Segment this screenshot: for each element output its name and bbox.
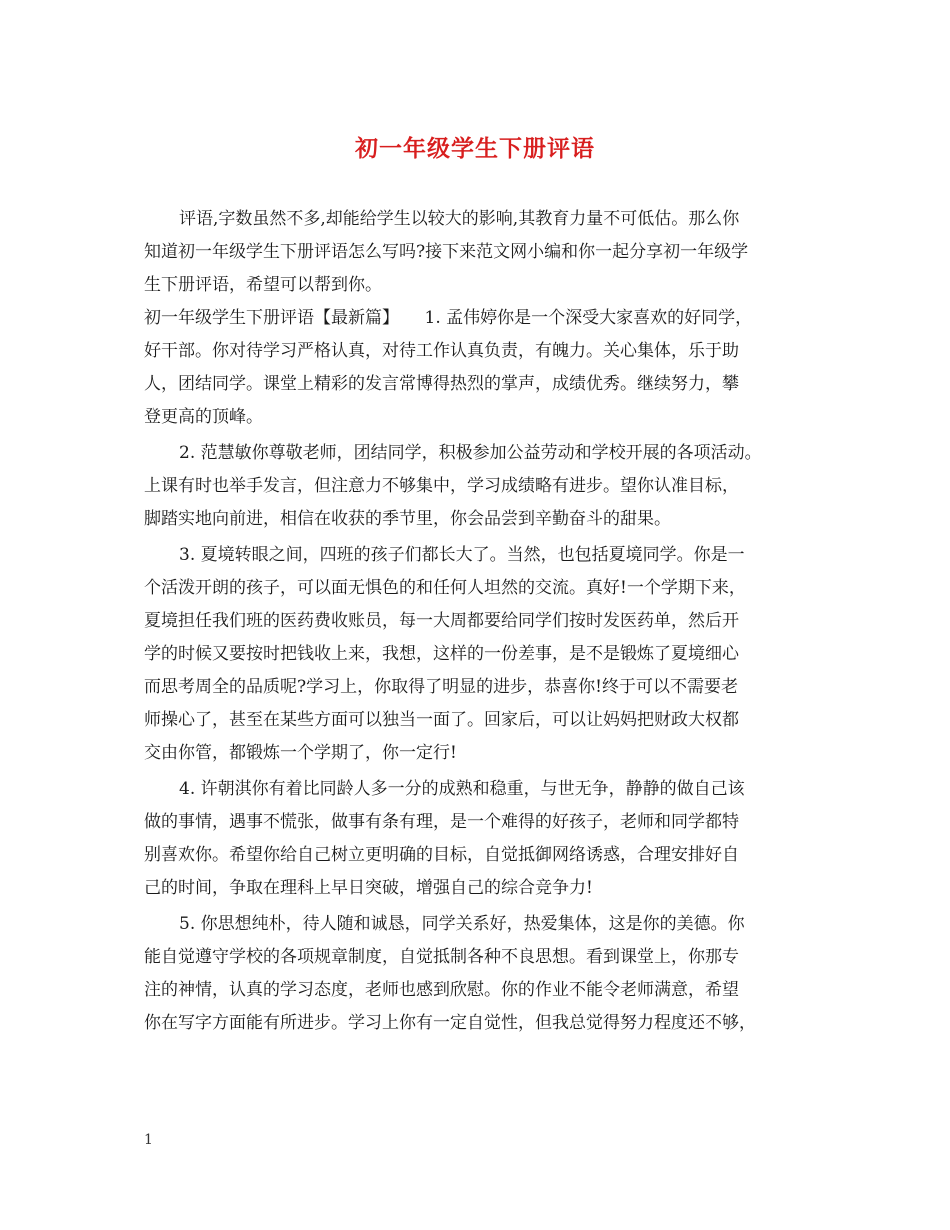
text-line: 注的神情，认真的学习态度，老师也感到欣慰。你的作业不能令老师满意，希望 [144, 980, 739, 1000]
page-number: 1 [144, 1132, 153, 1148]
text-line: 你在写字方面能有所进步。学习上你有一定自觉性，但我总觉得努力程度还不够， [144, 1013, 756, 1033]
text-line: 己的时间，争取在理科上早日突破，增强自己的综合竞争力! [144, 878, 593, 898]
text-line: 个活泼开朗的孩子，可以面无惧色的和任何人坦然的交流。真好!一个学期下来， [144, 578, 746, 598]
text-line: 做的事情，遇事不慌张，做事有条有理，是一个难得的好孩子，老师和同学都特 [144, 812, 739, 832]
text-line: 人，团结同学。课堂上精彩的发言常博得热烈的掌声，成绩优秀。继续努力，攀 [144, 374, 739, 394]
text-line: 上课有时也举手发言，但注意力不够集中，学习成绩略有进步。望你认准目标， [144, 476, 739, 496]
text-line: 别喜欢你。希望你给自己树立更明确的目标，自觉抵御网络诱惑，合理安排好自 [144, 845, 739, 865]
text-line: 初一年级学生下册评语【最新篇】 1. 孟伟婷你是一个深受大家喜欢的好同学， [144, 308, 753, 328]
text-line: 生下册评语，希望可以帮到你。 [144, 275, 382, 295]
text-line: 师操心了，甚至在某些方面可以独当一面了。回家后，可以让妈妈把财政大权都 [144, 710, 739, 730]
text-line: 知道初一年级学生下册评语怎么写吗?接下来范文网小编和你一起分享初一年级学 [144, 242, 749, 262]
document-title: 初一年级学生下册评语 [355, 135, 595, 162]
text-line: 夏境担任我们班的医药费收账员，每一大周都要给同学们按时发医药单，然后开 [144, 611, 739, 631]
document-body [144, 203, 812, 1040]
text-line: 3. 夏境转眼之间，四班的孩子们都长大了。当然，也包括夏境同学。你是一 [179, 545, 745, 565]
text-line: 学的时候又要按时把钱收上来，我想，这样的一份差事，是不是锻炼了夏境细心 [144, 644, 739, 664]
text-line: 而思考周全的品质呢?学习上，你取得了明显的进步，恭喜你!终于可以不需要老 [144, 677, 738, 697]
text-line: 能自觉遵守学校的各项规章制度，自觉抵制各种不良思想。看到课堂上，你那专 [144, 947, 739, 967]
text-line: 5. 你思想纯朴，待人随和诚恳，同学关系好，热爱集体，这是你的美德。你 [179, 914, 745, 934]
text-line: 登更高的顶峰。 [144, 407, 263, 427]
text-line: 交由你管，都锻炼一个学期了，你一定行! [144, 743, 457, 763]
text-line: 评语,字数虽然不多,却能给学生以较大的影响,其教育力量不可低估。那么你 [179, 209, 740, 229]
text-line: 好干部。你对待学习严格认真，对待工作认真负责，有魄力。关心集体，乐于助 [144, 341, 739, 361]
text-line: 脚踏实地向前进，相信在收获的季节里，你会品尝到辛勤奋斗的甜果。 [144, 509, 671, 529]
text-line: 2. 范慧敏你尊敬老师，团结同学，积极参加公益劳动和学校开展的各项活动。 [179, 443, 762, 463]
text-line: 4. 许朝淇你有着比同龄人多一分的成熟和稳重，与世无争，静静的做自己该 [179, 779, 745, 799]
